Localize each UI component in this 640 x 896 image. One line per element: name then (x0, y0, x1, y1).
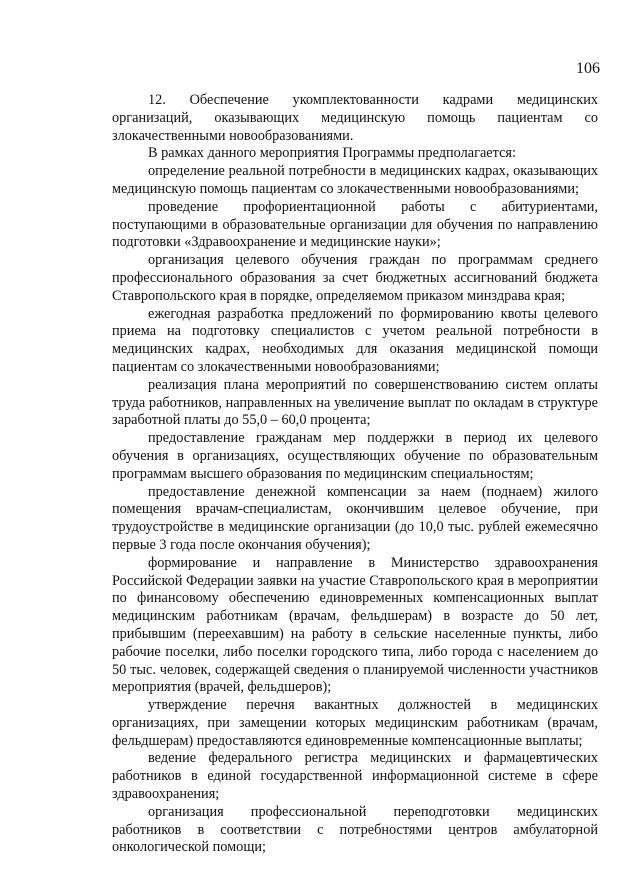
paragraph-item: организация профессиональной переподготовки медицинских работников в соответствии с потребностями центров амбулаторной онкологической помощи; (112, 803, 598, 856)
paragraph-item: реализация плана мероприятий по совершенствованию систем оплаты труда работников, направленных на увеличение выплат по окладам в структуре заработной платы до 55,0 – 60,0 процента; (112, 376, 598, 429)
paragraph-section-heading: 12. Обеспечение укомплектованности кадрами медицинских организаций, оказывающих медицинскую помощь пациентам со злокачественными новообразованиями. (112, 92, 598, 144)
paragraph-item: предоставление гражданам мер поддержки в период их целевого обучения в организациях, осуществляющих обучение по образовательным программам высшего образования по медицинским специальностям; (112, 430, 598, 482)
paragraph-item: проведение профориентационной работы с абитуриентами, поступающими в образовательные организации для обучения по направлению подготовки «Здравоохранение и медицинские науки»; (112, 198, 598, 251)
paragraph-item: формирование и направление в Министерство здравоохранения Российской Федерации заявки на участие Ставропольского края в мероприятии по финансовому обеспечению единовременных компенсационных выплат медицинским работникам (врачам, фельдшерам) в возрасте до 50 лет, прибывшим (переехавшим) на работу в сельские населенные пункты, либо рабочие поселки, либо поселки городского типа, либо города с населением до 50 тыс. человек, содержащей сведения о планируемой численности участников мероприятия (врачей, фельдшеров); (112, 554, 598, 696)
paragraph-item: предоставление денежной компенсации за наем (поднаем) жилого помещения врачам-специалистам, окончившим целевое обучение, при трудоустройстве в медицинские организации (до 10,0 тыс. рублей ежемесячно первые 3 года после окончания обучения); (112, 483, 598, 553)
document-body (112, 92, 598, 857)
page-number: 106 (576, 60, 600, 77)
paragraph-intro: В рамках данного мероприятия Программы предполагается: (148, 145, 516, 162)
paragraph-item: ведение федерального регистра медицинских и фармацевтических работников в единой государственной информационной системе в сфере здравоохранения; (112, 750, 598, 803)
paragraph-item: организация целевого обучения граждан по программам среднего профессионального образования за счет бюджетных ассигнований бюджета Ставропольского края в порядке, определяемом приказом минздрава края; (112, 252, 598, 304)
paragraph-item: ежегодная разработка предложений по формированию квоты целевого приема на подготовку специалистов с учетом реальной потребности в медицинских кадрах, необходимых для оказания медицинской помощи пациентам со злокачественными новообразованиями; (112, 305, 598, 375)
paragraph-item: утверждение перечня вакантных должностей в медицинских организациях, при замещении которых медицинским работникам (врачам, фельдшерам) предоставляются единовременные компенсационные выплаты; (112, 697, 598, 749)
paragraph-item: определение реальной потребности в медицинских кадрах, оказывающих медицинскую помощь пациентам со злокачественными новообразованиями; (112, 163, 598, 197)
